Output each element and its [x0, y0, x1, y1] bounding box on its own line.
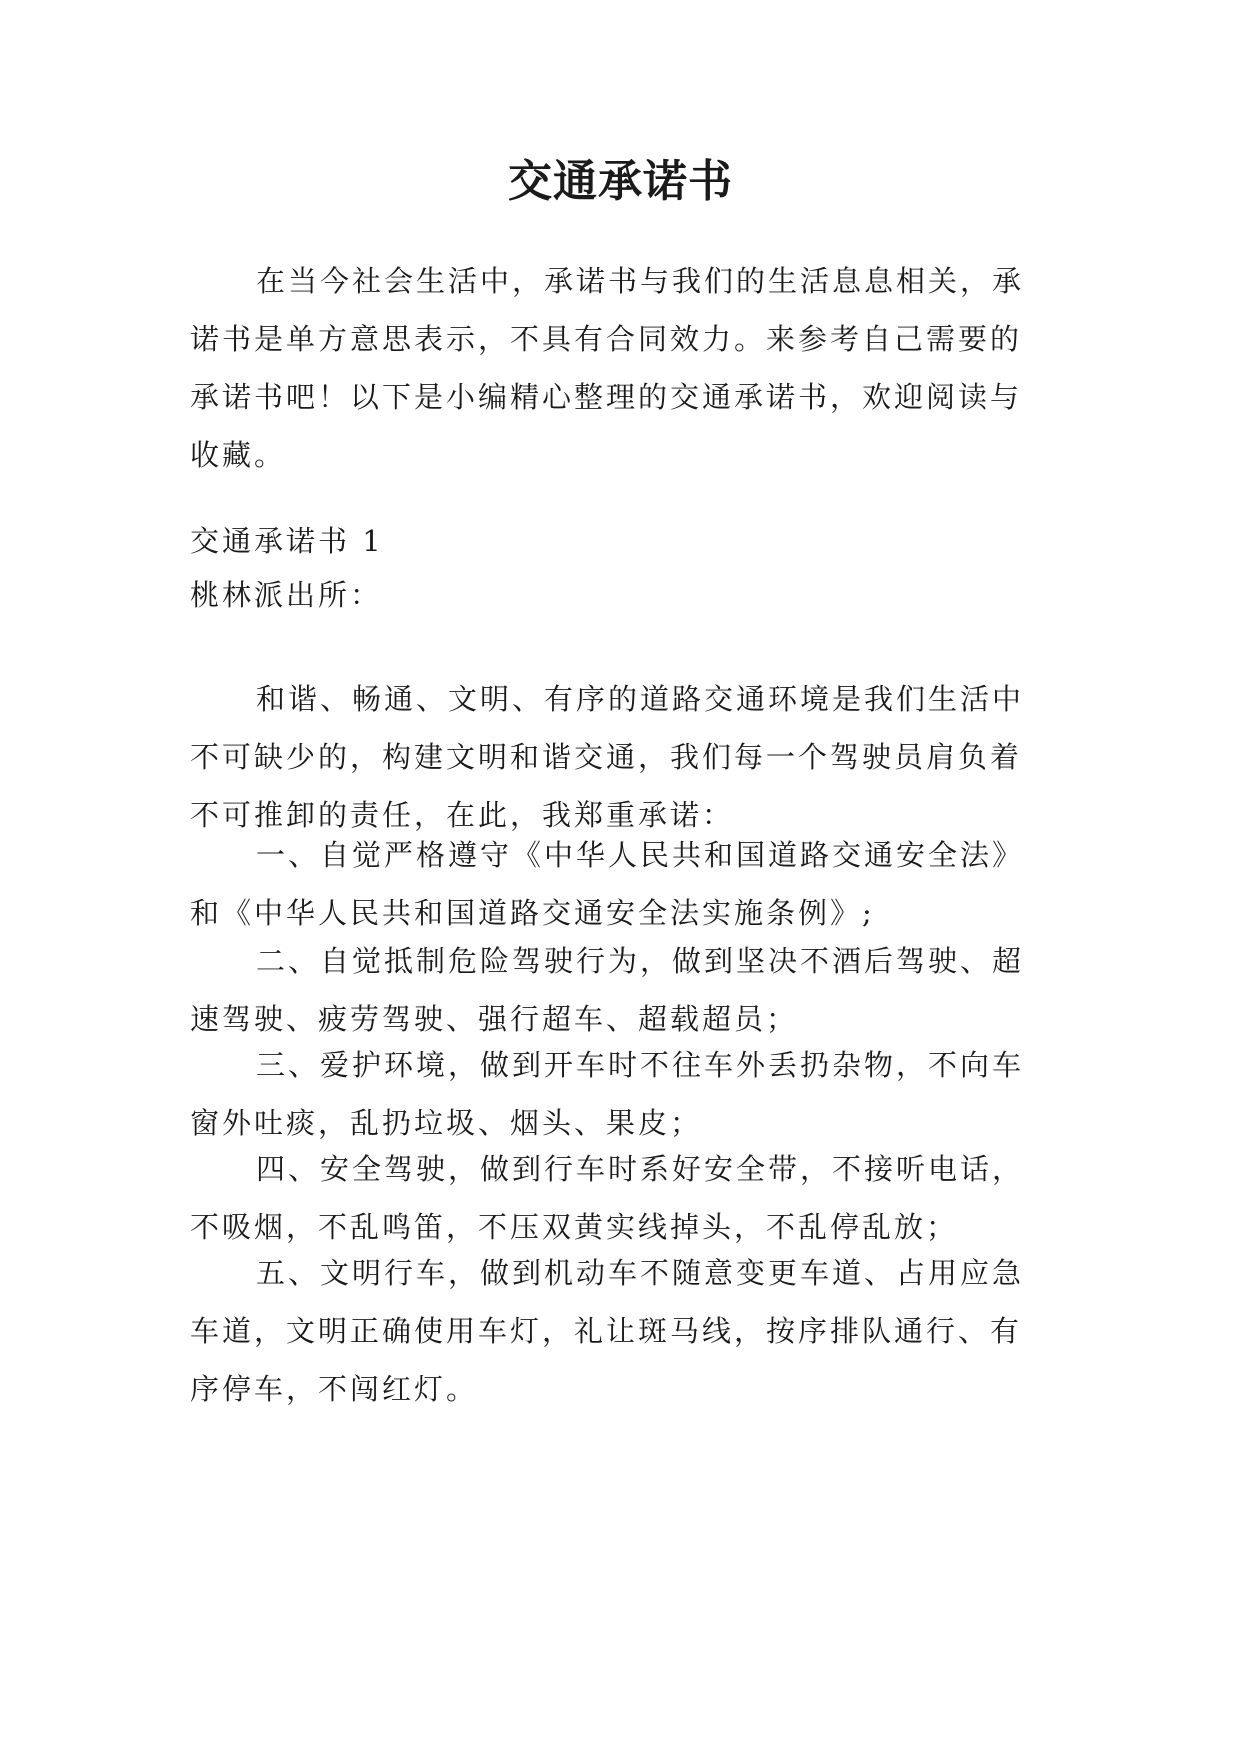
commitment-item-1: 一、自觉严格遵守《中华人民共和国道路交通安全法》和《中华人民共和国道路交通安全法实施条例》;	[190, 838, 1025, 930]
document-title: 交通承诺书	[508, 156, 733, 207]
commitment-item-5: 五、文明行车，做到机动车不随意变更车道、占用应急车道，文明正确使用车灯，礼让斑马线，按序排队通行、有序停车，不闯红灯。	[190, 1256, 1025, 1406]
section-heading: 交通承诺书 1	[190, 524, 384, 558]
commitment-item-4: 四、安全驾驶，做到行车时系好安全带，不接听电话，不吸烟，不乱鸣笛，不压双黄实线掉头，不乱停乱放；	[190, 1152, 1025, 1244]
commitment-item-2: 二、自觉抵制危险驾驶行为，做到坚决不酒后驾驶、超速驾驶、疲劳驾驶、强行超车、超载超员；	[190, 944, 1025, 1036]
commitment-item-3: 三、爱护环境，做到开车时不往车外丢扔杂物，不向车窗外吐痰，乱扔垃圾、烟头、果皮；	[190, 1048, 1025, 1140]
intro-paragraph: 在当今社会生活中，承诺书与我们的生活息息相关，承诺书是单方意思表示，不具有合同效力。来参考自己需要的承诺书吧！以下是小编精心整理的交通承诺书，欢迎阅读与收藏。	[190, 264, 1025, 472]
commitment-preamble: 和谐、畅通、文明、有序的道路交通环境是我们生活中不可缺少的，构建文明和谐交通，我们每一个驾驶员肩负着不可推卸的责任，在此，我郑重承诺：	[190, 682, 1025, 832]
addressee: 桃林派出所：	[190, 578, 383, 612]
